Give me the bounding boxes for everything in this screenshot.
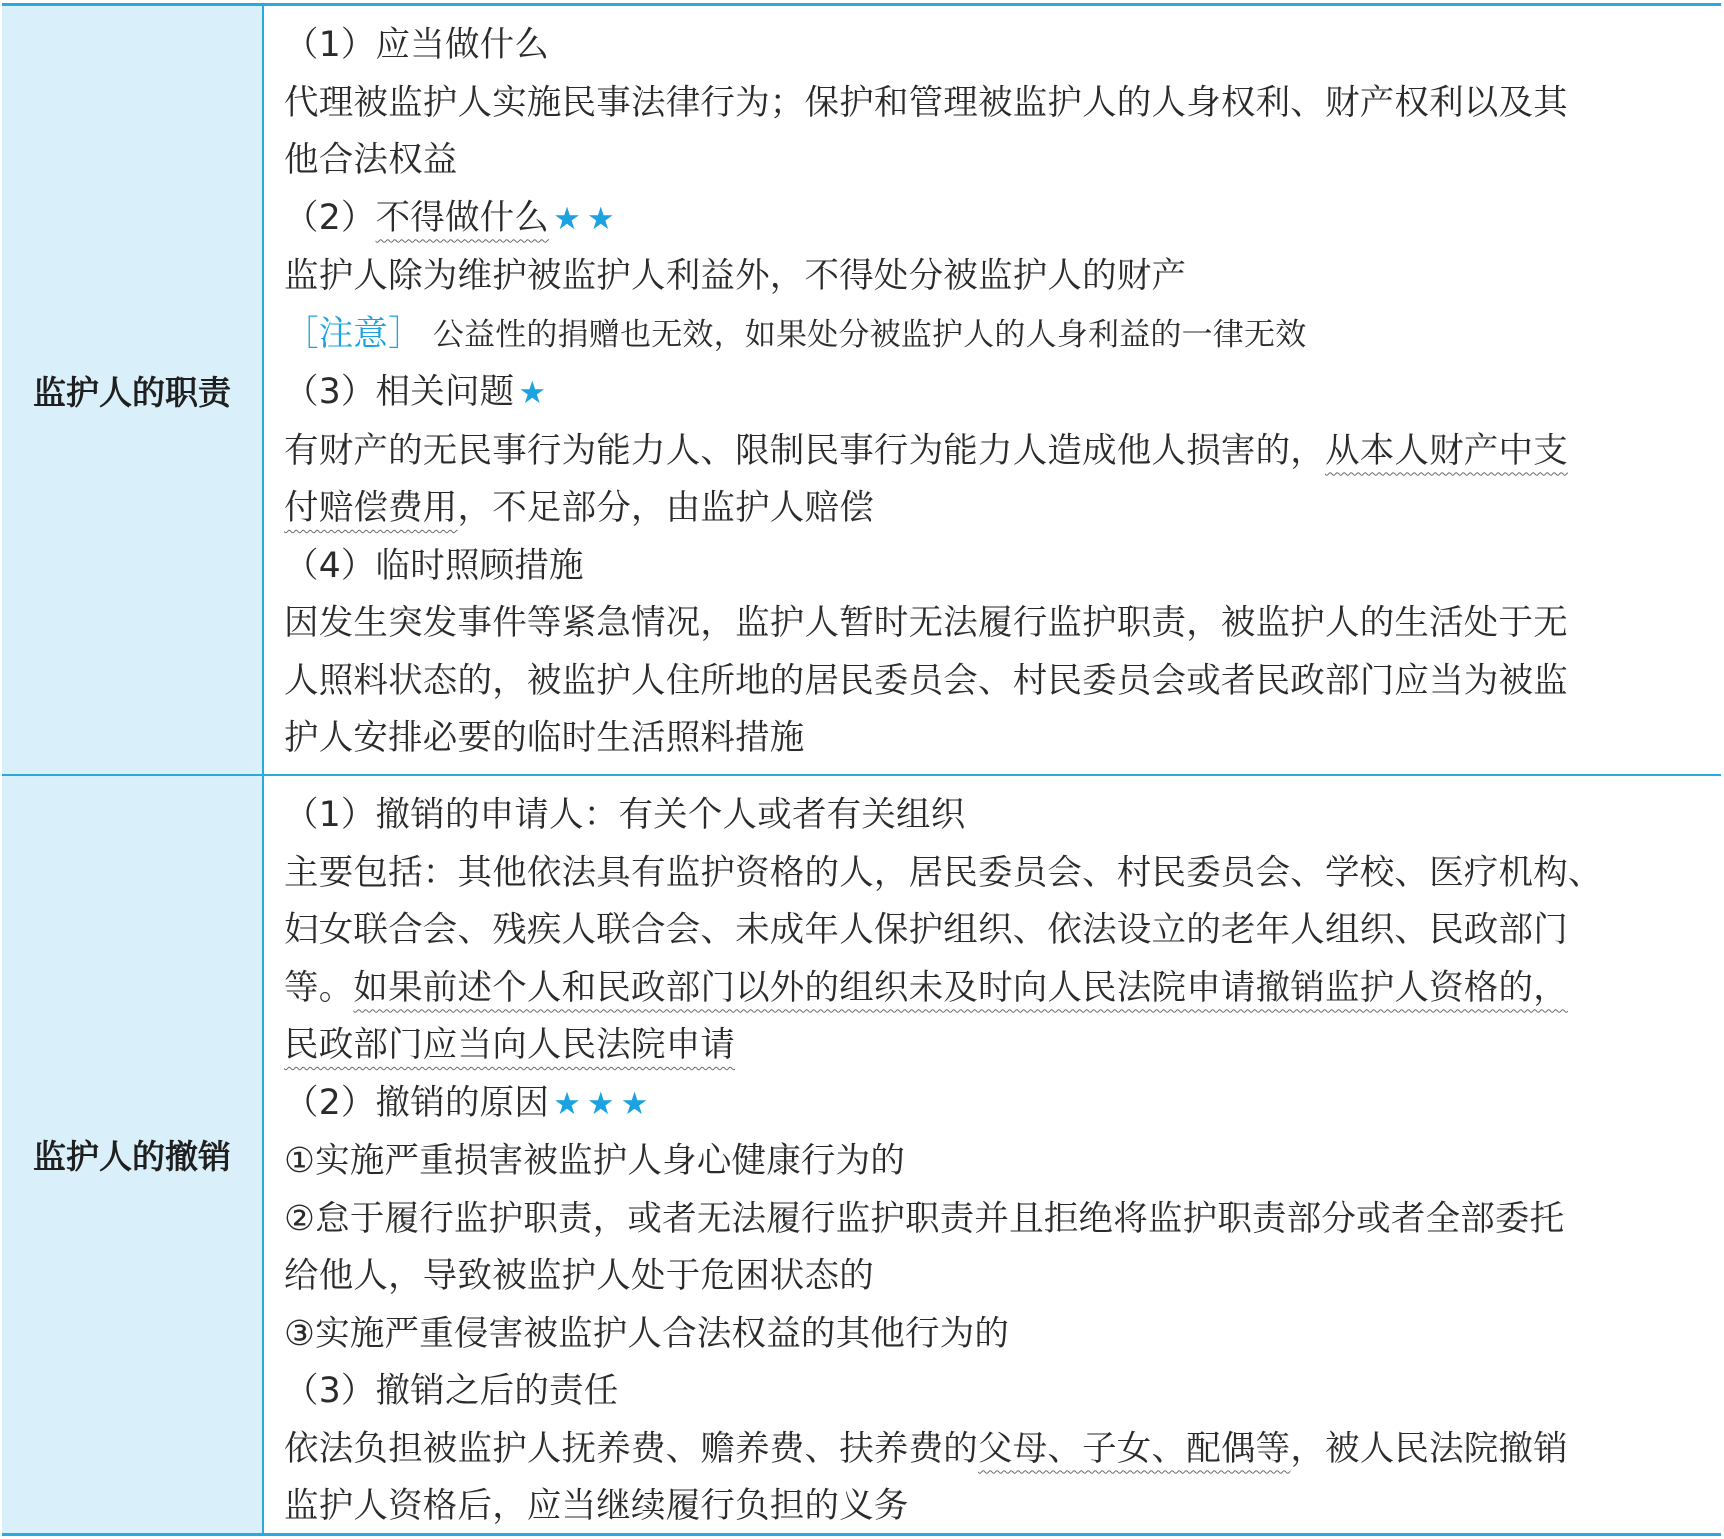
text-plain: ，不足部分，由监护人赔偿 [457,488,874,528]
section-heading: （3）撤销之后的责任 [284,1371,619,1411]
note-text: 公益性的捐赠也无效，如果处分被监护人的人身利益的一律无效 [432,316,1307,353]
text-line: 护人安排必要的临时生活照料措施 [284,718,805,758]
list-item: ③实施严重侵害被监护人合法权益的其他行为的 [284,1313,1010,1354]
section-heading: （1）撤销的申请人：有关个人或者有关组织 [284,795,966,835]
star-icon: ★★★ [553,1085,655,1122]
text-underlined: 如果前述个人和民政部门以外的组织未及时向人民法院申请撤销监护人资格的， [353,967,1568,1008]
text-line: 他合法权益 [284,140,458,180]
list-item-continued: 给他人，导致被监护人处于危困状态的 [284,1256,874,1296]
note-line [284,306,1707,365]
table-row-revoke [2,776,1721,1533]
star-icon: ★ [518,375,553,411]
text-plain: 有财产的无民事行为能力人、限制民事行为能力人造成他人损害的， [284,430,1325,471]
list-item: ①实施严重损害被监护人身心健康行为的 [284,1141,906,1181]
text-line: 因发生突发事件等紧急情况，监护人暂时无法履行监护职责，被监护人的生活处于无 [284,603,1568,643]
star-icon: ★★ [553,200,621,237]
text-underlined: 民政部门应当向人民法院申请 [284,1025,736,1065]
section-heading [284,364,1707,423]
table-row-duty [2,6,1721,776]
text-line [284,480,1707,538]
section-heading [284,190,1707,249]
text-line [284,960,1707,1018]
row-label-duty: 监护人的职责 [2,6,264,774]
heading-text: （3）相关问题 [284,372,515,412]
text-line [284,423,1707,481]
text-plain: ，被人民法院撤销 [1290,1428,1568,1469]
text-line [284,1421,1707,1479]
row-label-revoke: 监护人的撤销 [2,776,264,1533]
text-line: 监护人除为维护被监护人利益外，不得处分被监护人的财产 [284,256,1187,296]
section-heading [284,1075,1707,1134]
guardian-table [2,3,1721,1536]
text-underlined: 付赔偿费用 [284,488,458,528]
text-line: 妇女联合会、残疾人联合会、未成年人保护组织、依法设立的老年人组织、民政部门 [284,910,1568,950]
text-plain: 等。 [284,967,354,1008]
row-content-revoke [264,776,1721,1533]
section-heading: （4）临时照顾措施 [284,545,584,586]
note-tag: ［注意］ [284,313,423,354]
row-content-duty [264,6,1721,774]
text-line: 监护人资格后，应当继续履行负担的义务 [284,1486,909,1526]
heading-text-underlined: 不得做什么 [375,197,550,238]
text-underlined: 从本人财产中支 [1325,430,1568,471]
section-heading: （1）应当做什么 [284,25,550,65]
text-line [284,1017,1707,1075]
text-plain: 依法负担被监护人抚养费、赡养费、扶养费的 [284,1428,978,1469]
text-line: 主要包括：其他依法具有监护资格的人，居民委员会、村民委员会、学校、医疗机构、 [284,852,1603,893]
text-line: 人照料状态的，被监护人住所地的居民委员会、村民委员会或者民政部门应当为被监 [284,660,1568,701]
heading-number: （2） [284,197,376,238]
text-underlined: 父母、子女、配偶等 [978,1428,1291,1469]
heading-text: （2）撤销的原因 [284,1082,550,1123]
text-line: 代理被监护人实施民事法律行为；保护和管理被监护人的人身权利、财产权利以及其 [284,82,1568,123]
list-item: ②怠于履行监护职责，或者无法履行监护职责并且拒绝将监护职责部分或者全部委托 [284,1198,1565,1239]
